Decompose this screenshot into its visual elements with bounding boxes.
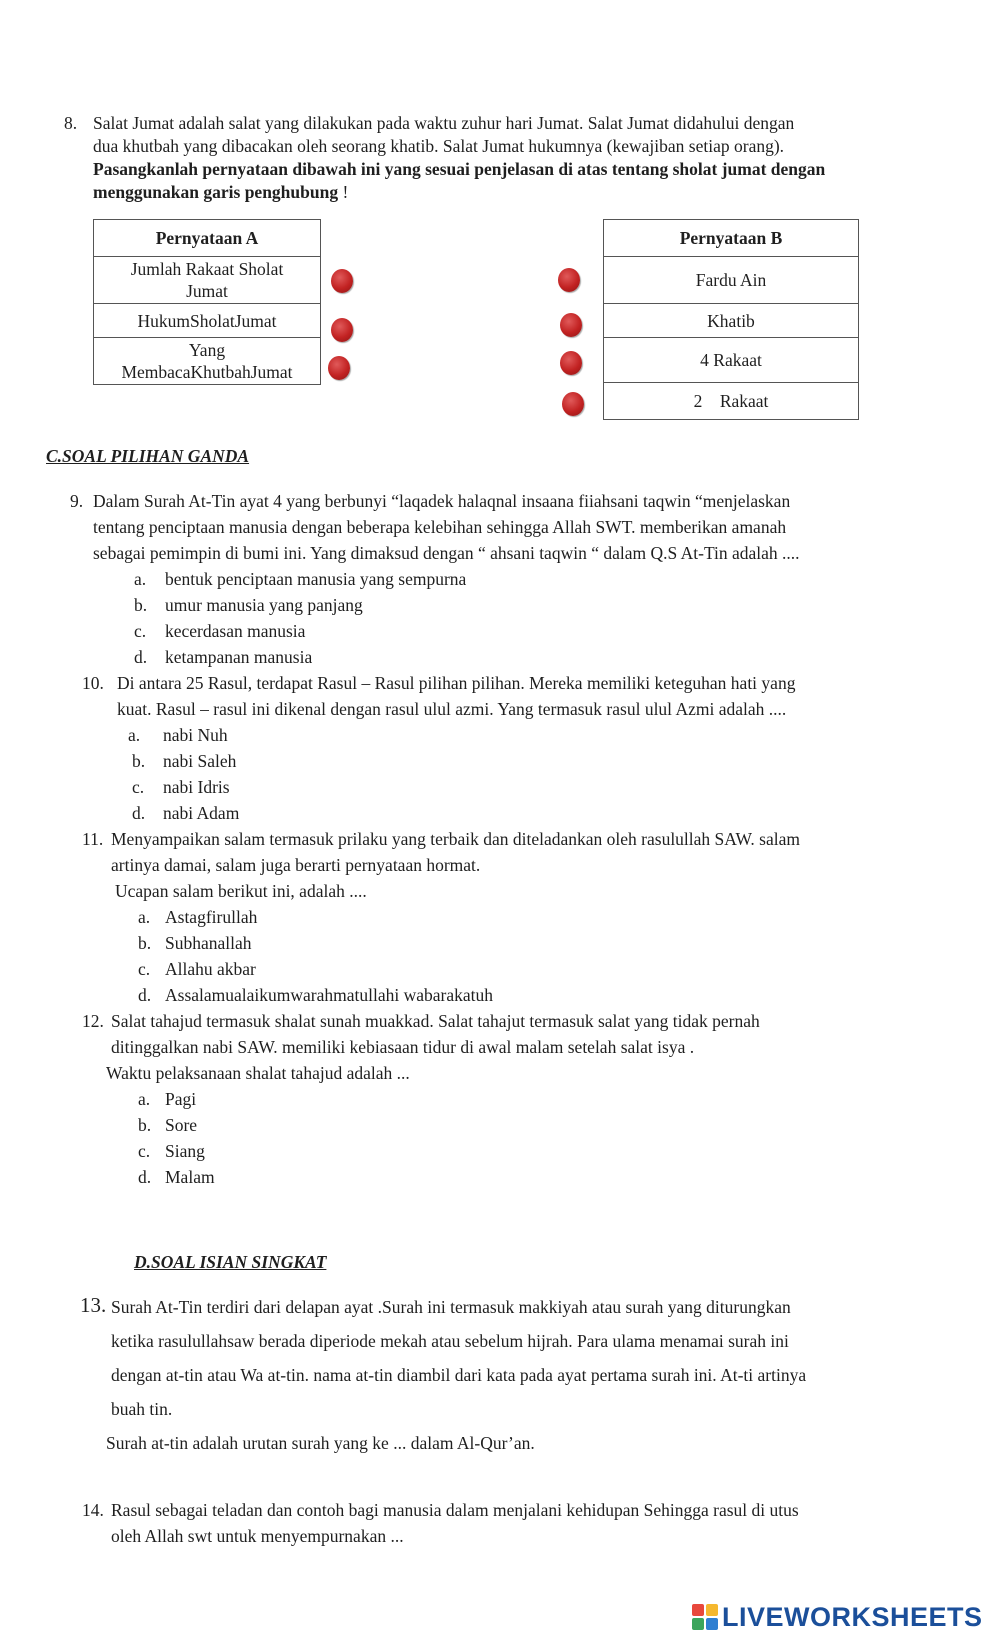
liveworksheets-logo xyxy=(692,1604,983,1630)
question-instruction: Pasangkanlah pernyataan dibawah ini yang sesuai penjelasan di atas tentang sholat jumat dengan xyxy=(93,159,826,179)
logo-square xyxy=(692,1618,704,1630)
statement-a-item: Yang MembacaKhutbahJumat xyxy=(94,338,321,385)
option-text[interactable]: Malam xyxy=(165,1167,215,1187)
question-text: Menyampaikan salam termasuk prilaku yang terbaik dan diteladankan oleh rasulullah SAW. salam xyxy=(111,829,801,849)
statement-b-item: Fardu Ain xyxy=(604,257,859,304)
option-letter: a. xyxy=(134,569,147,589)
liveworksheets-logo-text: LIVEWORKSHEETS xyxy=(722,1602,983,1632)
question-text: artinya damai, salam juga berarti pernyataan hormat. xyxy=(111,855,481,875)
match-dot-b4[interactable] xyxy=(562,392,584,416)
section-heading-c: C.SOAL PILIHAN GANDA xyxy=(46,446,250,466)
match-dot-b3[interactable] xyxy=(560,351,582,375)
question-instruction: menggunakan garis penghubung ! xyxy=(93,182,349,202)
option-letter: d. xyxy=(134,647,148,667)
option-letter: b. xyxy=(138,933,152,953)
option-text[interactable]: bentuk penciptaan manusia yang sempurna xyxy=(165,569,467,589)
option-text[interactable]: Subhanallah xyxy=(165,933,252,953)
question-text: ketika rasulullahsaw berada diperiode mekah atau sebelum hijrah. Para ulama menamai surah ini xyxy=(111,1331,789,1351)
option-text[interactable]: nabi Idris xyxy=(163,777,230,797)
match-dot-b2[interactable] xyxy=(560,313,582,337)
option-text[interactable]: kecerdasan manusia xyxy=(165,621,306,641)
question-number: 10. xyxy=(82,673,104,693)
option-letter: a. xyxy=(128,725,141,745)
logo-square xyxy=(692,1604,704,1616)
question-number: 12. xyxy=(82,1011,104,1031)
logo-square xyxy=(706,1604,718,1616)
match-dot-a2[interactable] xyxy=(331,318,353,342)
option-text[interactable]: nabi Nuh xyxy=(163,725,228,745)
statement-b-header: Pernyataan B xyxy=(604,220,859,257)
option-text[interactable]: nabi Adam xyxy=(163,803,240,823)
question-text: Ucapan salam berikut ini, adalah .... xyxy=(115,881,367,901)
option-text[interactable]: ketampanan manusia xyxy=(165,647,313,667)
option-letter: b. xyxy=(132,751,146,771)
match-dot-a1[interactable] xyxy=(331,269,353,293)
option-letter: b. xyxy=(138,1115,152,1135)
option-letter: c. xyxy=(138,959,151,979)
option-text[interactable]: Siang xyxy=(165,1141,205,1161)
question-text: Salat tahajud termasuk shalat sunah muakkad. Salat tahajut termasuk salat yang tidak pernah xyxy=(111,1011,760,1031)
question-text: Rasul sebagai teladan dan contoh bagi manusia dalam menjalani kehidupan Sehingga rasul di utus xyxy=(111,1500,799,1520)
question-number: 13. xyxy=(80,1293,107,1317)
option-letter: d. xyxy=(138,1167,152,1187)
option-text[interactable]: Sore xyxy=(165,1115,198,1135)
logo-square xyxy=(706,1618,718,1630)
question-text: Di antara 25 Rasul, terdapat Rasul – Rasul pilihan pilihan. Mereka memiliki keteguhan hati yang xyxy=(117,673,796,693)
question-text: oleh Allah swt untuk menyempurnakan ... xyxy=(111,1526,404,1546)
option-text[interactable]: Assalamualaikumwarahmatullahi wabarakatuh xyxy=(165,985,494,1005)
option-text[interactable]: Allahu akbar xyxy=(165,959,256,979)
match-dot-b1[interactable] xyxy=(558,268,580,292)
question-text: Surah at-tin adalah urutan surah yang ke ... dalam Al-Qur’an. xyxy=(106,1433,535,1453)
option-letter: c. xyxy=(138,1141,151,1161)
question-text: Surah At-Tin terdiri dari delapan ayat .Surah ini termasuk makkiyah atau surah yang diturungkan xyxy=(111,1297,791,1317)
question-text: ditinggalkan nabi SAW. memiliki kebiasaan tidur di awal malam setelah salat isya . xyxy=(111,1037,695,1057)
question-number: 11. xyxy=(82,829,104,849)
statement-a-item: Jumlah Rakaat Sholat Jumat xyxy=(94,257,321,304)
question-text: dengan at-tin atau Wa at-tin. nama at-tin diambil dari kata pada ayat pertama surah ini. At-ti artinya xyxy=(111,1365,807,1385)
option-letter: d. xyxy=(138,985,152,1005)
question-text: dua khutbah yang dibacakan oleh seorang khatib. Salat Jumat hukumnya (kewajiban setiap orang). xyxy=(93,136,785,156)
question-text: sebagai pemimpin di bumi ini. Yang dimaksud dengan “ ahsani taqwin “ dalam Q.S At-Tin adalah .... xyxy=(93,543,800,563)
option-letter: d. xyxy=(132,803,146,823)
option-letter: b. xyxy=(134,595,148,615)
statement-b-table xyxy=(603,219,859,420)
question-number: 8. xyxy=(64,113,78,133)
liveworksheets-logo-icon xyxy=(692,1604,718,1630)
statement-a-header: Pernyataan A xyxy=(94,220,321,257)
option-letter: a. xyxy=(138,907,151,927)
option-text[interactable]: Astagfirullah xyxy=(165,907,258,927)
question-text: Dalam Surah At-Tin ayat 4 yang berbunyi “laqadek halaqnal insaana fiiahsani taqwin “menjelaskan xyxy=(93,491,791,511)
question-number: 9. xyxy=(70,491,84,511)
question-number: 14. xyxy=(82,1500,104,1520)
statement-b-item: Khatib xyxy=(604,304,859,338)
statement-b-item: 4 Rakaat xyxy=(604,338,859,383)
question-text: kuat. Rasul – rasul ini dikenal dengan rasul ulul azmi. Yang termasuk rasul ulul Azmi adalah .... xyxy=(117,699,787,719)
statement-a-table xyxy=(93,219,321,385)
match-dot-a3[interactable] xyxy=(328,356,350,380)
section-heading-d: D.SOAL ISIAN SINGKAT xyxy=(134,1252,327,1272)
question-text: Salat Jumat adalah salat yang dilakukan pada waktu zuhur hari Jumat. Salat Jumat didahului dengan xyxy=(93,113,795,133)
option-letter: c. xyxy=(134,621,147,641)
option-letter: c. xyxy=(132,777,145,797)
statement-b-item: 2 Rakaat xyxy=(604,383,859,420)
question-text: Waktu pelaksanaan shalat tahajud adalah ... xyxy=(106,1063,410,1083)
option-text[interactable]: nabi Saleh xyxy=(163,751,237,771)
question-text: tentang penciptaan manusia dengan beberapa kelebihan sehingga Allah SWT. memberikan amanah xyxy=(93,517,787,537)
statement-a-item: HukumSholatJumat xyxy=(94,304,321,338)
question-text: buah tin. xyxy=(111,1399,173,1419)
option-text[interactable]: Pagi xyxy=(165,1089,197,1109)
option-text[interactable]: umur manusia yang panjang xyxy=(165,595,363,615)
option-letter: a. xyxy=(138,1089,151,1109)
